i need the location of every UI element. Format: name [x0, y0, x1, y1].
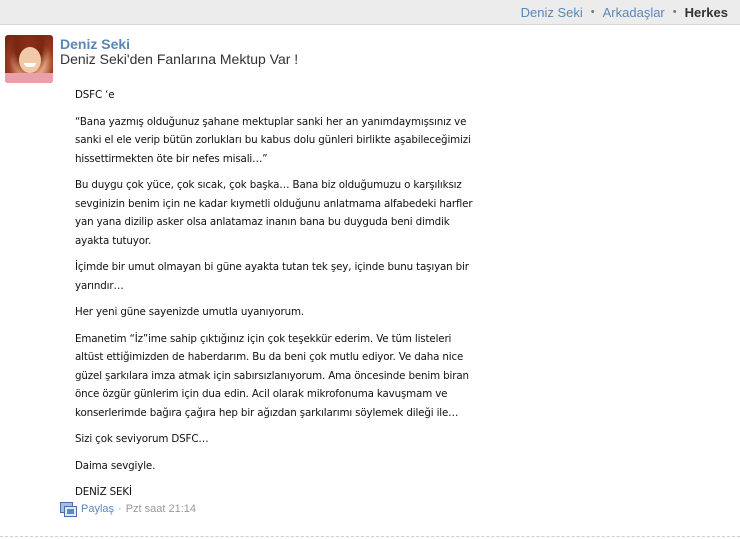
letter-salutation: DSFC ‘e	[75, 89, 115, 101]
letter-paragraph: Emanetim “İz”ime sahip çıktığınız için çok teşekkür ederim. Ve tüm listeleri altüst ettiğimizden de haberdarım. Bu da beni çok mutlu ediyor. Ve daha nice güzel şarkılara imza atmak için sabırsızlanıyorum. Ama öncesinde benim biran önce özgür günlerim için dua edin. Acil olarak mikrofonuma kavuşmam ve konserlerimde bağıra çağıra hep bir ağızdan şarkılarımı söylemek dileği ile…	[75, 332, 469, 419]
avatar-shirt	[5, 73, 53, 83]
letter-closing: Daima sevgiyle.	[75, 459, 156, 472]
audience-filter-bar	[0, 0, 740, 25]
avatar-face	[19, 47, 41, 73]
separator-dot: ·	[118, 503, 122, 515]
post-divider	[0, 536, 740, 537]
letter-paragraph: Bu duygu çok yüce, çok sıcak, çok başka… Bana biz olduğumuzu o karşılıksız sevginizin benim için ne kadar kıymetli olduğunu anlatmama alfabedeki harfler yan yana dizilip asker olsa anlatamaz inanın bana bu duyguda beni dimdik ayakta tutuyor.	[75, 179, 473, 247]
avatar[interactable]	[5, 35, 53, 83]
share-link[interactable]: Paylaş	[81, 503, 115, 515]
post-author-link[interactable]: Deniz Seki	[60, 36, 131, 52]
separator-dot: •	[672, 6, 677, 18]
letter-paragraph: Her yeni güne sayenizde umutla uyanıyorum.	[75, 306, 304, 318]
post-footer	[60, 502, 196, 516]
letter-image	[75, 86, 475, 510]
filter-link-deniz-seki[interactable]: Deniz Seki	[520, 4, 583, 20]
share-icon[interactable]	[60, 502, 76, 516]
separator-dot: •	[590, 6, 595, 18]
post-timestamp[interactable]: Pzt saat 21:14	[125, 503, 197, 515]
letter-paragraph: İçimde bir umut olmayan bi güne ayakta tutan tek şey, içinde bunu taşıyan bir yarındır…	[75, 261, 469, 292]
letter-signature: DENİZ SEKİ	[75, 486, 132, 498]
letter-paragraph: Sizi çok seviyorum DSFC…	[75, 433, 209, 445]
post-title: Deniz Seki'den Fanlarına Mektup Var !	[60, 51, 299, 67]
filter-link-herkes[interactable]: Herkes	[684, 4, 728, 20]
filter-link-arkadaslar[interactable]: Arkadaşlar	[602, 4, 665, 20]
letter-paragraph: “Bana yazmış olduğunuz şahane mektuplar sanki her an yanımdaymışsınız ve sanki el ele verip bütün zorlukları bu kabus dolu günleri birlikte aşabileceğimizi hissettirmekten öte bir nefes misali…”	[75, 115, 471, 165]
